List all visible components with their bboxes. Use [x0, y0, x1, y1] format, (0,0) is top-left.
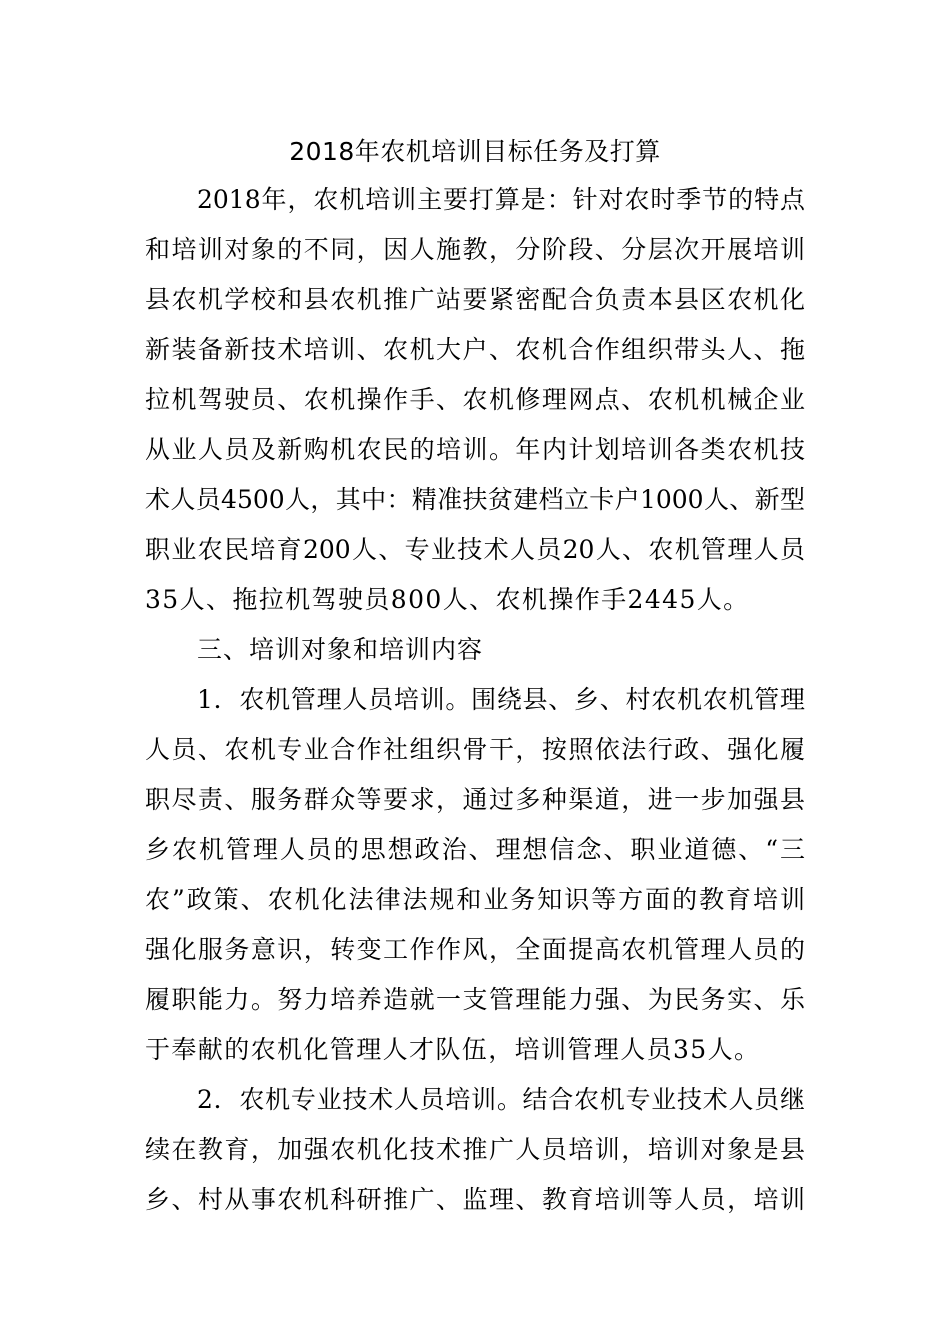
paragraph-line: 乡农机管理人员的思想政治、理想信念、职业道德、“三 — [145, 835, 805, 864]
paragraph-line: 2018年，农机培训主要打算是：针对农时季节的特点 — [197, 185, 805, 214]
paragraph-line: 职尽责、服务群众等要求，通过多种渠道，进一步加强县 — [145, 785, 805, 814]
paragraph-line: 履职能力。努力培养造就一支管理能力强、为民务实、乐 — [145, 985, 805, 1014]
paragraph-line: 强化服务意识，转变工作作风，全面提高农机管理人员的 — [145, 935, 805, 964]
paragraph-line: 2．农机专业技术人员培训。结合农机专业技术人员继 — [197, 1085, 805, 1114]
paragraph-line: 术人员4500人，其中：精准扶贫建档立卡户1000人、新型 — [145, 485, 805, 514]
paragraph-line: 续在教育，加强农机化技术推广人员培训，培训对象是县 — [145, 1135, 805, 1164]
paragraph-line: 拉机驾驶员、农机操作手、农机修理网点、农机机械企业 — [145, 385, 805, 414]
paragraph-line: 人员、农机专业合作社组织骨干，按照依法行政、强化履 — [145, 735, 805, 764]
paragraph-line: 从业人员及新购机农民的培训。年内计划培训各类农机技 — [145, 435, 805, 464]
paragraph-line: 乡、村从事农机科研推广、监理、教育培训等人员，培训 — [145, 1185, 805, 1214]
paragraph-line: 县农机学校和县农机推广站要紧密配合负责本县区农机化 — [145, 285, 805, 314]
paragraph-line: 于奉献的农机化管理人才队伍，培训管理人员35人。 — [145, 1035, 761, 1064]
document-title: 2018年农机培训目标任务及打算 — [289, 137, 661, 166]
paragraph-line: 1．农机管理人员培训。围绕县、乡、村农机农机管理 — [197, 685, 805, 714]
paragraph-line: 和培训对象的不同，因人施教，分阶段、分层次开展培训 — [145, 235, 805, 264]
paragraph-line: 新装备新技术培训、农机大户、农机合作组织带头人、拖 — [145, 335, 805, 364]
paragraph-line: 农”政策、农机化法律法规和业务知识等方面的教育培训 — [145, 885, 805, 914]
paragraph-line: 职业农民培育200人、专业技术人员20人、农机管理人员 — [145, 535, 805, 564]
section-heading: 三、培训对象和培训内容 — [197, 635, 484, 664]
paragraph-line: 35人、拖拉机驾驶员800人、农机操作手2445人。 — [145, 585, 750, 614]
